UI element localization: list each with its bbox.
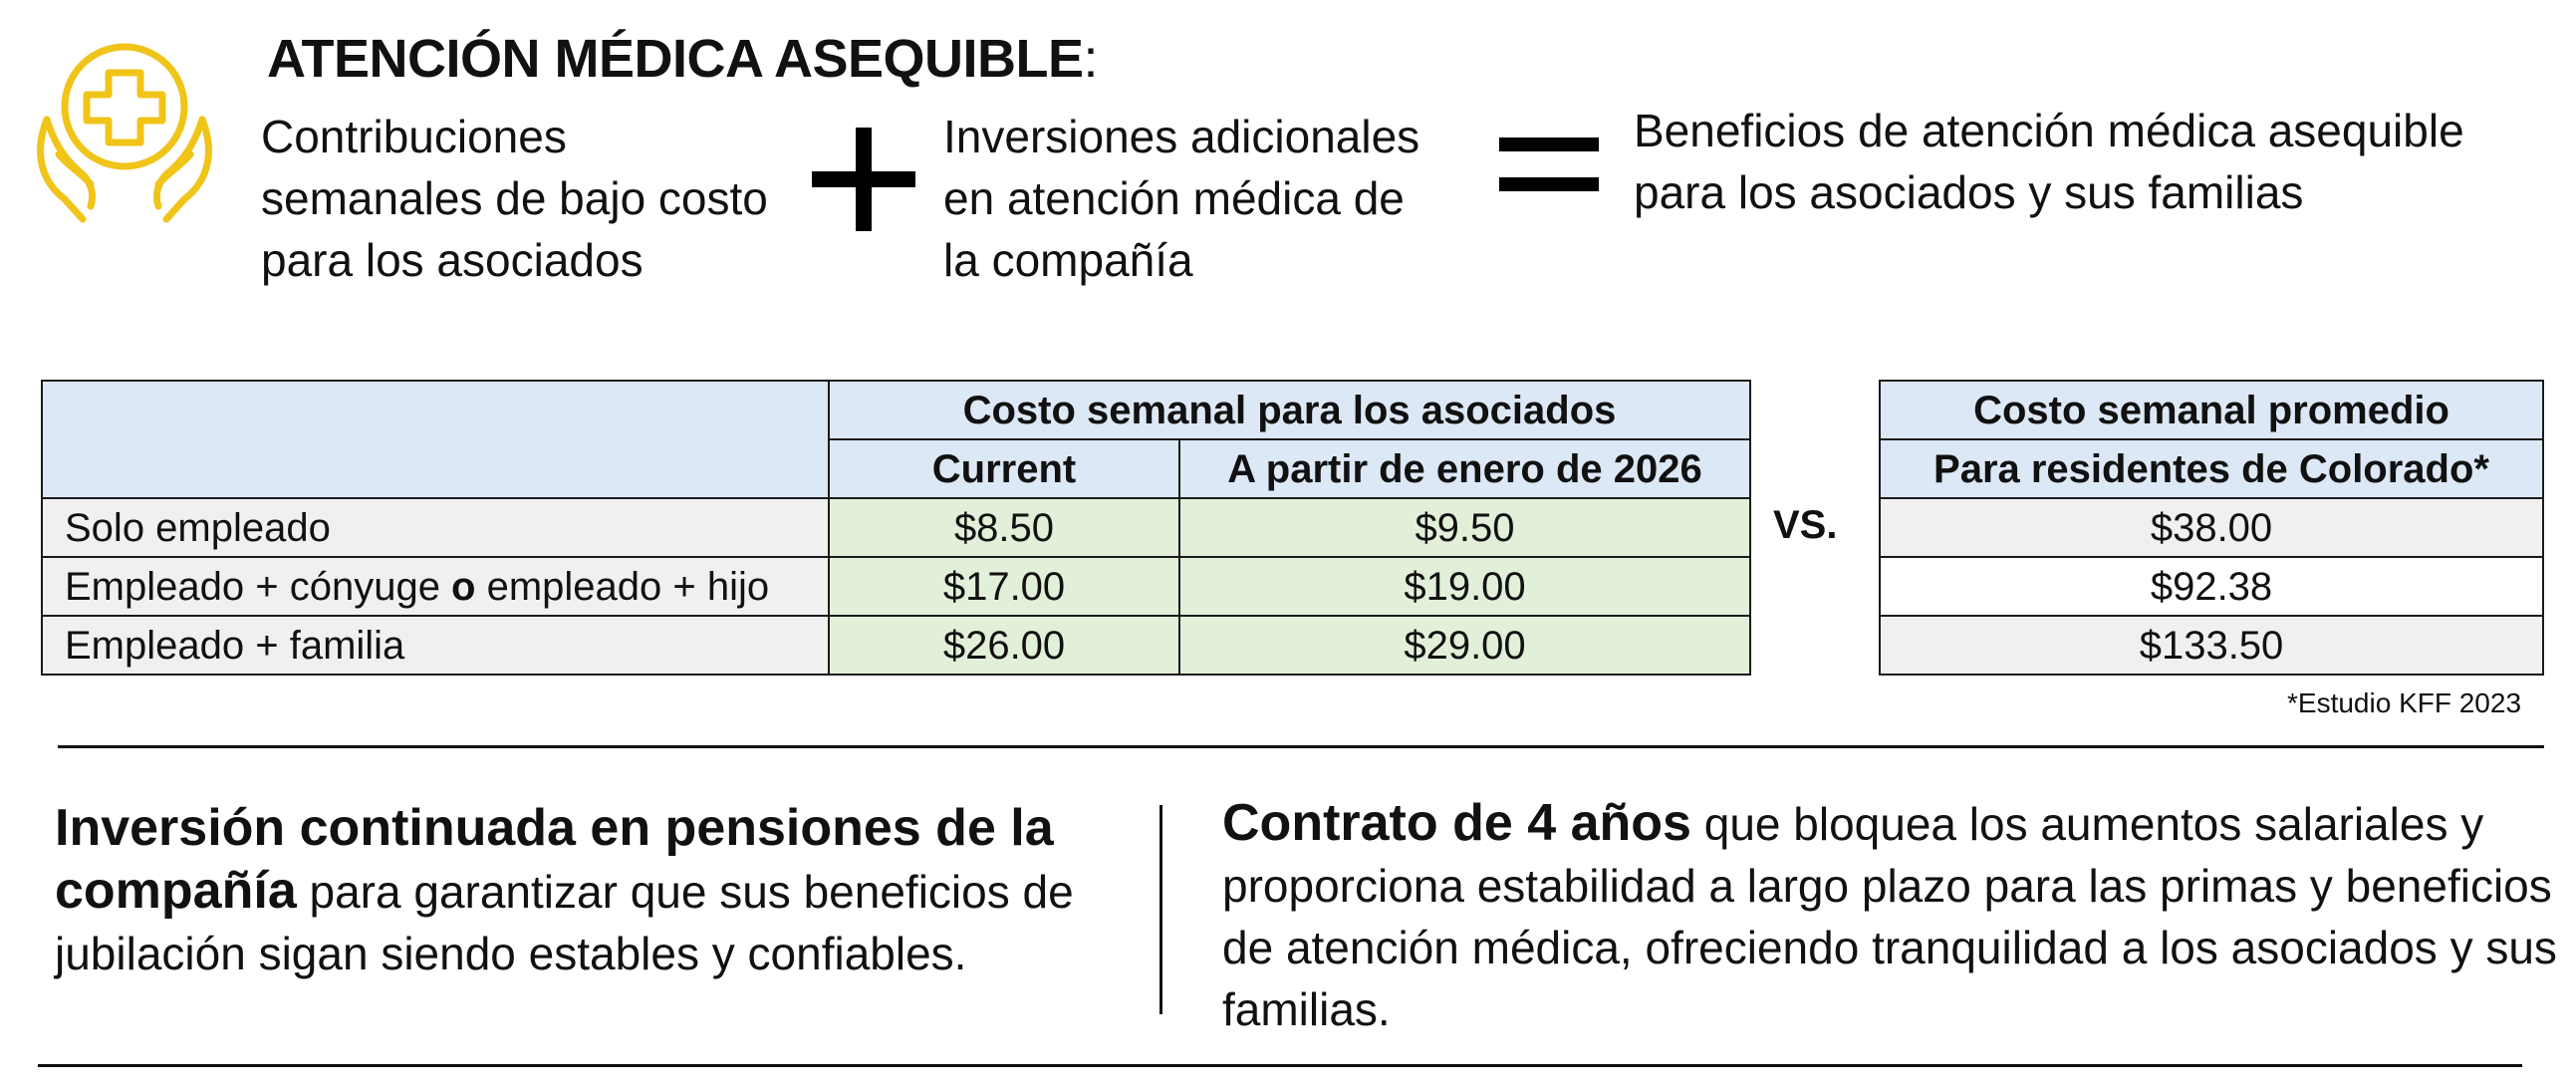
equals-icon bbox=[1499, 137, 1599, 191]
cell-2026: $19.00 bbox=[1179, 557, 1750, 616]
text-line: semanales de bajo costo bbox=[261, 172, 768, 224]
title-text: ATENCIÓN MÉDICA ASEQUIBLE bbox=[267, 29, 1084, 89]
colorado-cell: $92.38 bbox=[1880, 557, 2543, 616]
colorado-table bbox=[1879, 380, 2544, 676]
row-label: Empleado + familia bbox=[42, 616, 829, 675]
row-label bbox=[42, 557, 829, 616]
text-line: la compañía bbox=[943, 234, 1193, 286]
group-header: Costo semanal para los asociados bbox=[829, 381, 1750, 439]
equation-part-contributions bbox=[261, 106, 768, 291]
text-line: Contribuciones bbox=[261, 111, 567, 162]
table-row bbox=[1880, 498, 2543, 557]
colorado-cell: $133.50 bbox=[1880, 616, 2543, 675]
text-line: Beneficios de atención médica asequible bbox=[1634, 105, 2464, 156]
contract-bold: Contrato de 4 años bbox=[1222, 794, 1691, 852]
text-line: en atención médica de bbox=[943, 172, 1405, 224]
pension-statement bbox=[55, 797, 1131, 984]
equation-part-investments bbox=[943, 106, 1419, 291]
table-row bbox=[42, 616, 1750, 675]
col-header-2026: A partir de enero de 2026 bbox=[1179, 439, 1750, 498]
table-row bbox=[1880, 616, 2543, 675]
row-label-bold: o bbox=[451, 564, 476, 609]
table-row bbox=[42, 557, 1750, 616]
col-header-current: Current bbox=[829, 439, 1179, 498]
cell-current: $8.50 bbox=[829, 498, 1179, 557]
table-row bbox=[1880, 557, 2543, 616]
cell-2026: $29.00 bbox=[1179, 616, 1750, 675]
contract-statement bbox=[1222, 792, 2557, 1040]
vs-label: VS. bbox=[1773, 503, 1838, 547]
colorado-header-line2: Para residentes de Colorado* bbox=[1880, 439, 2543, 498]
cell-current: $26.00 bbox=[829, 616, 1179, 675]
text-line: para los asociados bbox=[261, 234, 644, 286]
cost-table bbox=[41, 380, 1751, 676]
cell-2026: $9.50 bbox=[1179, 498, 1750, 557]
pension-bold: Inversión continuada en pensiones de la compañía bbox=[55, 799, 1054, 920]
row-label-part: empleado + hijo bbox=[475, 564, 770, 609]
row-label-part: Empleado + cónyuge bbox=[65, 564, 452, 609]
empty-header-cell bbox=[42, 381, 829, 498]
text-line: Inversiones adicionales bbox=[943, 111, 1420, 162]
divider-vertical bbox=[1159, 805, 1162, 1014]
plus-icon bbox=[812, 128, 915, 231]
hands-medical-cross-icon bbox=[25, 35, 224, 234]
page-title bbox=[267, 24, 1098, 94]
colorado-cell: $38.00 bbox=[1880, 498, 2543, 557]
text-line: para los asociados y sus familias bbox=[1634, 166, 2304, 218]
contract-rest: que bloquea los aumentos salariales y proporciona estabilidad a largo plazo para las primas y beneficios de atención médica, ofreciendo tranquilidad a los asociados y sus familias. bbox=[1222, 798, 2557, 1035]
equation-part-benefits bbox=[1634, 100, 2464, 223]
cell-current: $17.00 bbox=[829, 557, 1179, 616]
row-label: Solo empleado bbox=[42, 498, 829, 557]
colorado-header-line1: Costo semanal promedio bbox=[1880, 381, 2543, 439]
divider-top bbox=[58, 745, 2544, 748]
title-colon: : bbox=[1083, 29, 1099, 89]
table-row bbox=[42, 498, 1750, 557]
pension-rest: para garantizar que sus beneficios de jubilación sigan siendo estables y confiables. bbox=[55, 866, 1074, 979]
footnote: *Estudio KFF 2023 bbox=[2287, 687, 2522, 718]
divider-bottom bbox=[38, 1064, 2522, 1067]
